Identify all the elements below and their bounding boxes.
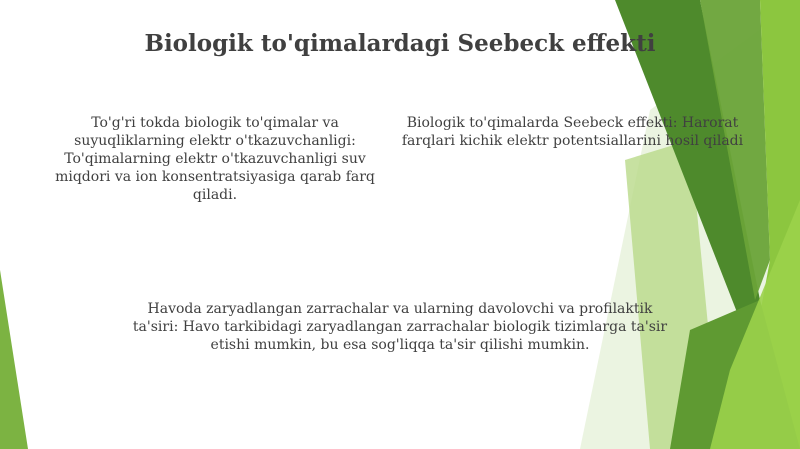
bottom-text-block: Havoda zaryadlangan zarrachalar va ularning davolovchi va profilaktik ta'siri: Havo tarkibidagi zaryadlangan zarrachalar biologik tizimlarga ta'sir etishi mumkin, bu esa sog'liqqa ta'sir qilishi mumkin. bbox=[132, 301, 668, 353]
right-text-block: Biologik to'qimalarda Seebeck effekti: Harorat farqlari kichik elektr potentsiallarini hosil qiladi bbox=[401, 115, 744, 149]
left-green-sliver bbox=[0, 270, 28, 449]
slide-title: Biologik to'qimalardagi Seebeck effekti bbox=[144, 30, 656, 57]
left-text-block: To'g'ri tokda biologik to'qimalar va suyuqliklarning elektr o'tkazuvchanligi: To'qimalarning elektr o'tkazuvchanligi suv miqdori va ion konsentratsiyasiga qarab farq qiladi. bbox=[55, 115, 375, 203]
